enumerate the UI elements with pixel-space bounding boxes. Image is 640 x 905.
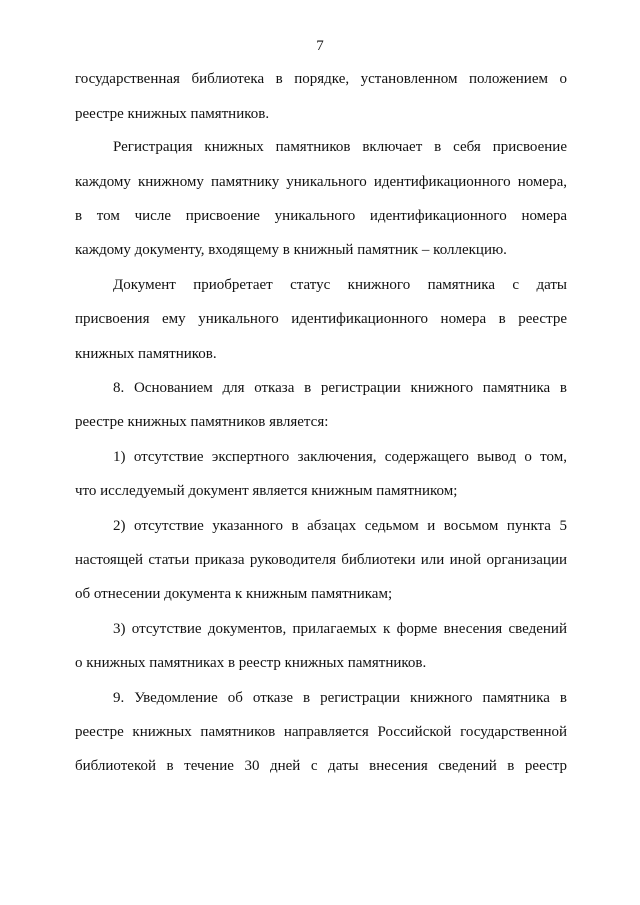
text-line: 3) отсутствие документов, прилагаемых к форме внесения сведений — [113, 621, 567, 637]
text-line: 1) отсутствие экспертного заключения, содержащего вывод о том, — [113, 449, 567, 465]
text-line: каждому книжному памятнику уникального идентификационного номера, — [75, 174, 567, 190]
text-line: о книжных памятниках в реестр книжных памятников. — [75, 655, 427, 671]
text-line: библиотекой в течение 30 дней с даты внесения сведений в реестр — [75, 758, 567, 774]
text-line: об отнесении документа к книжным памятникам; — [75, 586, 393, 602]
text-line: государственная библиотека в порядке, установленном положением о — [75, 71, 567, 87]
text-line: Регистрация книжных памятников включает в себя присвоение — [113, 139, 567, 155]
text-line: что исследуемый документ является книжным памятником; — [75, 483, 458, 499]
text-line: реестре книжных памятников. — [75, 106, 270, 122]
page-number: 7 — [316, 38, 324, 54]
text-line: книжных памятников. — [75, 346, 217, 362]
text-line: 2) отсутствие указанного в абзацах седьмом и восьмом пункта 5 — [113, 518, 567, 534]
text-line: Документ приобретает статус книжного памятника с даты — [113, 277, 567, 293]
text-line: настоящей статьи приказа руководителя библиотеки или иной организации — [75, 552, 567, 568]
text-line: реестре книжных памятников является: — [75, 414, 329, 430]
text-line: 9. Уведомление об отказе в регистрации книжного памятника в — [113, 690, 567, 706]
text-line: присвоения ему уникального идентификационного номера в реестре — [75, 311, 567, 327]
text-line: каждому документу, входящему в книжный памятник – коллекцию. — [75, 242, 507, 258]
text-line: реестре книжных памятников направляется Российской государственной — [75, 724, 567, 740]
text-line: в том числе присвоение уникального идентификационного номера — [75, 208, 567, 224]
text-line: 8. Основанием для отказа в регистрации книжного памятника в — [113, 380, 567, 396]
